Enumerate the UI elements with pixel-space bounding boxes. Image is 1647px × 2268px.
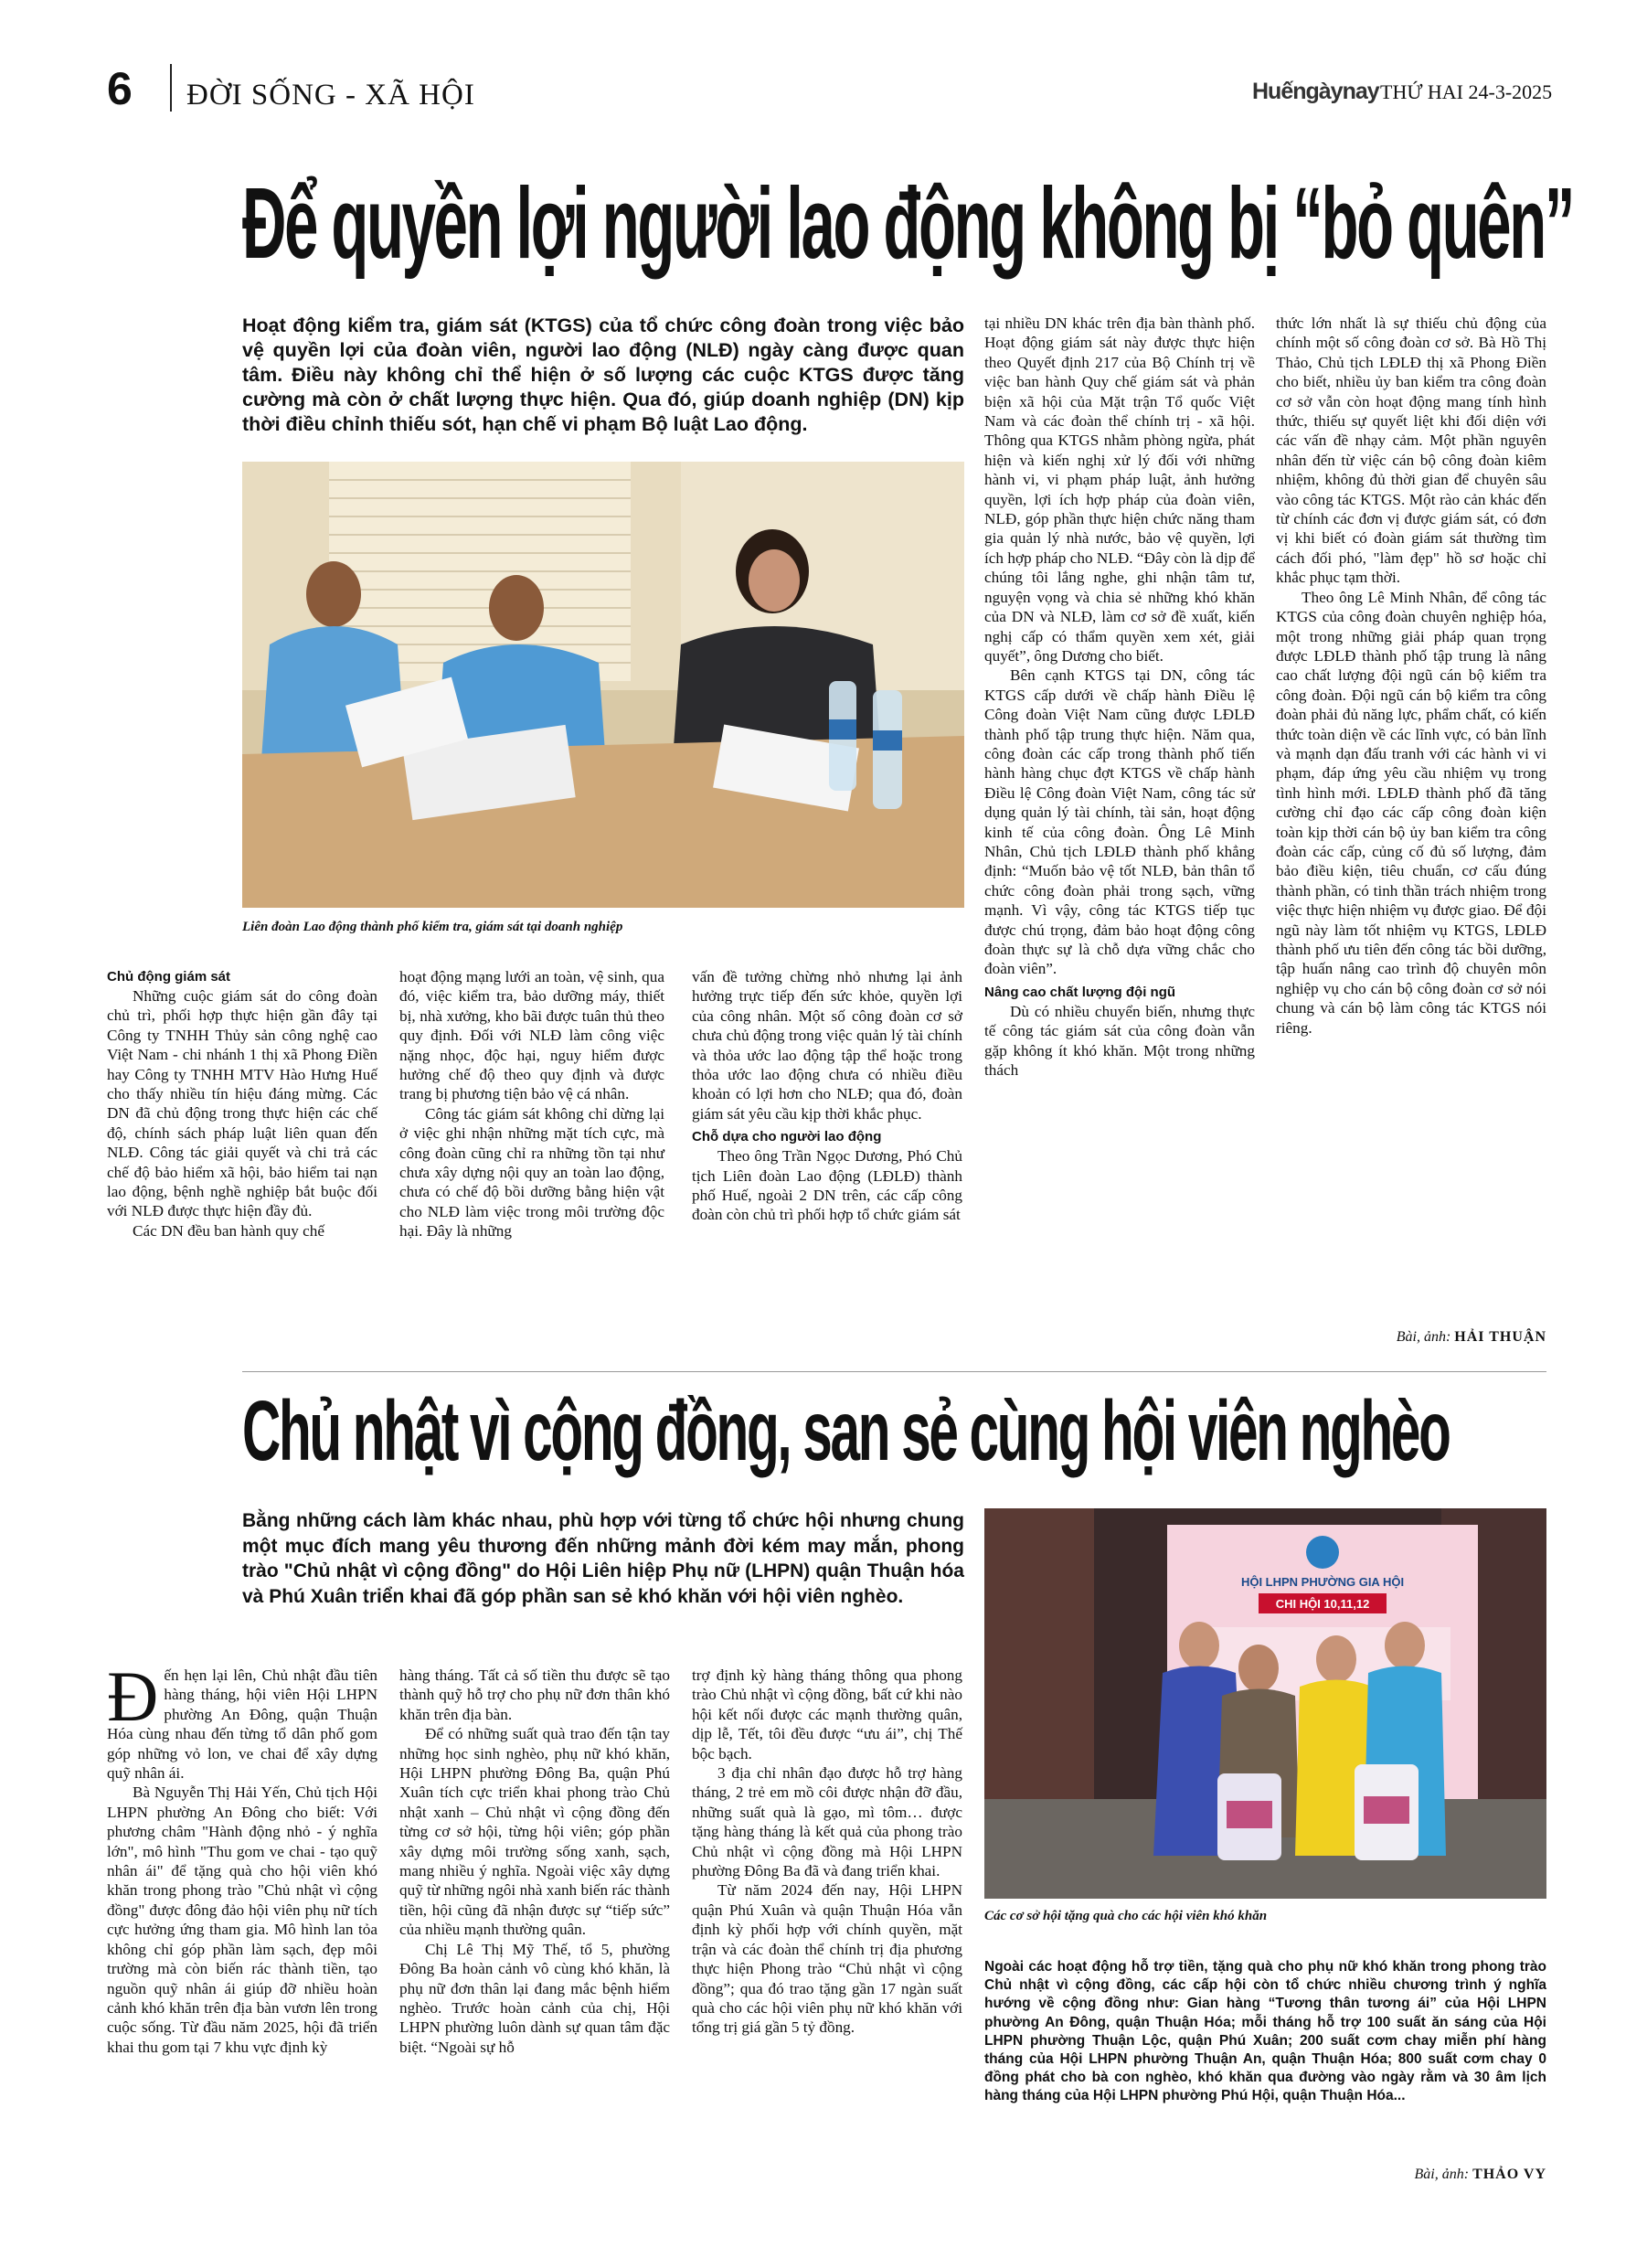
article2-photo: [984, 1508, 1546, 1899]
article1-photo-caption: Liên đoàn Lao động thành phố kiểm tra, giám sát tại doanh nghiệp: [242, 920, 623, 934]
womens-union-logo-icon: [1306, 1536, 1339, 1569]
article2-column-3: [692, 1666, 962, 2038]
lead-text: ến hẹn lại lên, Chủ nhật đầu tiên hàng tháng, hội viên Hội LHPN phường An Đông, quận Thuận Hóa cùng nhau đến từng tổ dân phố gom góp những vỏ lon, ve chai để xây dựng quỹ nhân ái.: [107, 1666, 377, 1783]
inspection-photo-illustration: [242, 462, 964, 908]
article1-paragraph: Theo ông Trần Ngọc Dương, Phó Chủ tịch Liên đoàn Lao động (LĐLĐ) thành phố Huế, ngoài 2 DN trên, các cấp công đoàn còn chủ trì phối hợp tổ chức giám sát: [692, 1147, 962, 1224]
article1-paragraph: Dù có nhiều chuyển biến, nhưng thực tế công tác giám sát của công đoàn vẫn gặp không ít khó khăn. Một trong những thách: [984, 1002, 1255, 1080]
article1-subhead-1: Chủ động giám sát: [107, 969, 230, 985]
article1-column-1: [107, 964, 377, 1240]
dropcap: Đ: [107, 1656, 159, 1736]
section-name: ĐỜI SỐNG - XÃ HỘI: [186, 79, 475, 112]
article2-paragraph: Bà Nguyễn Thị Hải Yến, Chủ tịch Hội LHPN phường An Đông cho biết: Với phương châm "Hành động nhỏ - ý nghĩa lớn", mô hình "Thu gom ve chai - tạo quỹ nhân ái" để tặng quà cho hội viên khó khăn trong phong trào "Chủ nhật vì cộng đồng" được đông đảo hội viên phụ nữ tích cực hưởng ứng tham gia. Mô hình lan tỏa không chỉ góp phần làm sạch, đẹp môi trường mà còn biến rác thành tiền, tạo nguồn quỹ nhân ái giúp đỡ nhiều hoàn cảnh khó khăn trên địa bàn vươn lên trong cuộc sống. Từ đầu năm 2025, hội đã triển khai thu gom tại 7 khu vực định kỳ: [107, 1784, 377, 2056]
banner-subtitle: CHI HỘI 10,11,12: [1275, 1597, 1370, 1611]
article2-paragraph: Chị Lê Thị Mỹ Thế, tổ 5, phường Đông Ba hoàn cảnh vô cùng khó khăn, là phụ nữ đơn thân lại đang mắc bệnh hiểm nghèo. Trước hoàn cảnh của chị, Hội LHPN phường luôn dành sự quan tâm đặc biệt. “Ngoài sự hỗ: [399, 1940, 670, 2056]
issue-date: THỨ HAI 24-3-2025: [1380, 80, 1553, 103]
article2-sidebar-box: Ngoài các hoạt động hỗ trợ tiền, tặng quà cho phụ nữ khó khăn trong phong trào Chủ nhật vì cộng đồng, các cấp hội còn tổ chức nhiều chương trình ý nghĩa hướng về cộng đồng như: Gian hàng “Tương thân tương ái” của Hội LHPN phường An Đông, quận Thuận Hóa; mỗi tháng hỗ trợ 100 suất ăn sáng của Hội LHPN phường Thuận Lộc, quận Phú Xuân; 200 suất cơm chay miễn phí hàng tháng của Hội LHPN phường Thuận An, quận Thuận Hóa; 800 suất cơm chay 0 đồng phát cho bà con nghèo, khó khăn qua đường vào ngày rằm và 30 âm lịch hàng tháng của Hội LHPN phường Phú Hội, quận Thuận Hóa...: [984, 1959, 1546, 2104]
article1-paragraph: Những cuộc giám sát do công đoàn chủ trì, phối hợp thực hiện gần đây tại Công ty TNHH Thủy sản công nghệ cao Việt Nam - chi nhánh 1 thị xã Phong Điền hay Công ty TNHH MTV Hào Hưng Huế cho thấy nhiều tín hiệu đáng mừng. Các DN đã chủ động trong thực hiện các chế độ, chính sách pháp luật liên quan đến NLĐ. Công tác giải quyết và chi trả các chế độ bảo hiểm xã hội, bảo hiểm tai nạn lao động, bệnh nghề nghiệp bắt buộc đối với NLĐ được thực hiện đầy đủ.: [107, 987, 377, 1220]
article2-byline: [1280, 2167, 1546, 2183]
article2-column-1: [107, 1656, 377, 2057]
article1-paragraph: hoạt động mạng lưới an toàn, vệ sinh, qua đó, việc kiểm tra, bảo dưỡng máy, thiết bị, nhà xưởng, kho bãi được tuân thủ theo quy định. Đối với NLĐ làm công việc nặng nhọc, độc hại, nguy hiểm được hưởng chế độ theo quy định và được trang bị phương tiện bảo vệ cá nhân.: [399, 968, 664, 1103]
byline-prefix: Bài, ảnh:: [1414, 2167, 1473, 2182]
article1-column-4: [984, 314, 1255, 1080]
byline-prefix: Bài, ảnh:: [1396, 1329, 1455, 1345]
article1-column-3: [692, 967, 962, 1225]
article1-column-2: [399, 967, 664, 1241]
article2-title: Chủ nhật vì cộng đồng, san sẻ cùng hội viên nghèo: [242, 1383, 1450, 1479]
article1-byline: [1280, 1329, 1546, 1346]
banner-title: HỘI LHPN PHƯỜNG GIA HỘI: [1240, 1575, 1405, 1589]
article2-photo-caption: Các cơ sở hội tặng quà cho các hội viên khó khăn: [984, 1909, 1268, 1923]
article1-title: Để quyền lợi người lao động không bị “bỏ quên”: [242, 167, 1574, 281]
article1-column-5: [1276, 314, 1546, 1038]
newspaper-brand: Huếngàynay: [1252, 79, 1379, 104]
article2-paragraph: Để có những suất quà trao đến tận tay những học sinh nghèo, phụ nữ khó khăn, Hội LHPN phường Đông Ba, quận Phú Xuân tích cực triển khai phong trào Chủ nhật xanh – Chủ nhật vì cộng đồng đến từng cơ sở hội, từng hội viên; góp phần xây dựng môi trường sống xanh, sạch, mang nhiều ý nghĩa. Ngoài việc xây dựng quỹ từ những ngôi nhà xanh biến rác thành tiền, hội cũng đã nhận được sự “tiếp sức” của nhiều mạnh thường quân.: [399, 1725, 670, 1939]
article2-paragraph: hàng tháng. Tất cả số tiền thu được sẽ tạo thành quỹ hỗ trợ cho phụ nữ đơn thân khó khăn trên địa bàn.: [399, 1666, 670, 1723]
article2-column-2: [399, 1666, 670, 2057]
article1-subhead-2: Chỗ dựa cho người lao động: [692, 1129, 882, 1145]
article-separator: [242, 1371, 1546, 1372]
gift-giving-photo-illustration: [984, 1508, 1546, 1899]
page-number: 6: [107, 63, 133, 114]
article1-sapo: Hoạt động kiểm tra, giám sát (KTGS) của tổ chức công đoàn trong việc bảo vệ quyền lợi của đoàn viên, người lao động (NLĐ) ngày càng được quan tâm. Điều này không chỉ thể hiện ở số lượng các cuộc KTGS được tăng cường mà còn ở chất lượng thực hiện. Qua đó, giúp doanh nghiệp (DN) kịp thời điều chỉnh thiếu sót, hạn chế vi phạm Bộ luật Lao động.: [242, 314, 964, 435]
article1-paragraph: Các DN đều ban hành quy chế: [133, 1221, 325, 1240]
article1-photo: [242, 462, 964, 908]
article1-paragraph: tại nhiều DN khác trên địa bàn thành phố. Hoạt động giám sát này được thực hiện theo Quyết định 217 của Bộ Chính trị về việc ban hành Quy chế giám sát và phản biện xã hội của Mặt trận Tổ quốc Việt Nam và các đoàn thể chính trị - xã hội. Thông qua KTGS nhằm phòng ngừa, phát hiện và kiến nghị xử lý đối với những hành vi, vi phạm pháp luật, ảnh hưởng quyền, lợi ích hợp pháp của đoàn viên, NLĐ, góp phần thực hiện chức năng tham gia quản lý nhà nước, bảo vệ quyền, lợi ích hợp pháp cho NLĐ. “Đây còn là dịp để chúng tôi lắng nghe, ghi nhận tâm tư, nguyện vọng và chia sẻ những khó khăn của DN và NLĐ, làm cơ sở đề xuất, kiến nghị cấp có thẩm quyền xem xét, giải quyết”, ông Dương cho biết.: [984, 314, 1255, 665]
article2-paragraph: trợ định kỳ hàng tháng thông qua phong trào Chủ nhật vì cộng đồng, bất cứ khi nào hội kết nối được các mạnh thường quân, dịp lễ, Tết, tôi đều được “ưu ái”, chị Thế bộc bạch.: [692, 1666, 962, 1762]
article1-paragraph: vấn đề tưởng chừng nhỏ nhưng lại ảnh hưởng trực tiếp đến sức khỏe, quyền lợi của công nhân. Một số công đoàn cơ sở chưa chủ động trong việc quản lý tài chính và thỏa ước lao động tập thể hoặc trong thỏa ước lao động chưa có nhiều điều khoản có lợi hơn cho NLĐ; qua đó, đoàn giám sát yêu cầu kịp thời khắc phục.: [692, 968, 962, 1123]
article2-sapo: Bằng những cách làm khác nhau, phù hợp với từng tổ chức hội nhưng chung một mục đích mang yêu thương đến những mảnh đời kém may mắn, phong trào "Chủ nhật vì cộng đồng" do Hội Liên hiệp Phụ nữ (LHPN) quận Thuận hóa và Phú Xuân triển khai đã góp phần san sẻ khó khăn với hội viên nghèo.: [242, 1510, 964, 1607]
header-divider: [170, 64, 172, 112]
article2-paragraph: 3 địa chỉ nhân đạo được hỗ trợ hàng tháng, 2 trẻ em mồ côi được nhận đỡ đầu, những suất quà là gạo, mì tôm… được tặng hàng tháng là kết quả của phong trào Chủ nhật vì cộng đồng mà Hội LHPN phường Đông Ba đã và đang triển khai.: [692, 1764, 962, 1880]
article1-paragraph: thức lớn nhất là sự thiếu chủ động của chính một số công đoàn cơ sở. Bà Hồ Thị Thảo, Chủ tịch LĐLĐ thị xã Phong Điền cho biết, nhiều ủy ban kiểm tra công đoàn cơ sở vẫn còn hoạt động mang tính hình thức, thiếu sự quyết liệt khi đối diện với các vấn đề nhạy cảm. Một phần nguyên nhân đến từ việc cán bộ công đoàn kiêm nhiệm, không đủ thời gian để chuyên sâu vào công tác KTGS. Một rào cản khác đến từ chính các đơn vị được giám sát, có đơn vị khi biết có đoàn giám sát thường tìm cách đối phó, "làm đẹp" hồ sơ hoặc chỉ khắc phục tạm thời.: [1276, 314, 1546, 587]
article2-paragraph: Từ năm 2024 đến nay, Hội LHPN quận Phú Xuân và quận Thuận Hóa vẫn định kỳ phối hợp với chính quyền, mặt trận và các đoàn thể chính trị địa phương thực hiện Phong trào “Chủ nhật vì cộng đồng”; qua đó trao tặng gần 17 ngàn suất quà cho các hội viên phụ nữ khó khăn với tổng trị giá gần 5 tỷ đồng.: [692, 1881, 962, 2037]
byline-author: THẢO VY: [1472, 2167, 1546, 2182]
byline-author: HẢI THUẬN: [1454, 1329, 1546, 1345]
article1-subhead-3: Nâng cao chất lượng đội ngũ: [984, 984, 1176, 1000]
article1-paragraph: Bên cạnh KTGS tại DN, công tác KTGS cấp dưới về chấp hành Điều lệ Công đoàn Việt Nam cũng được LĐLĐ thành phố tập trung thực hiện. Năm qua, công đoàn các cấp trong thành phố tiến hành hàng chục đợt KTGS về chấp hành Điều lệ Công đoàn Việt Nam, công tác sử dụng quản lý tài chính, tài sản, hoạt động kinh tế của công đoàn. Ông Lê Minh Nhân, Chủ tịch LĐLĐ thành phố khẳng định: “Muốn bảo vệ tốt NLĐ, bản thân tổ chức công đoàn phải trong sạch, vững mạnh. Vì vậy, công tác KTGS tiếp tục được chú trọng, đảm bảo hoạt động công đoàn thực sự là chỗ dựa vững chắc cho đoàn viên”.: [984, 666, 1255, 978]
article2-lead-paragraph: [107, 1656, 377, 1783]
article1-paragraph: Công tác giám sát không chỉ dừng lại ở việc ghi nhận những mặt tích cực, mà công đoàn cũng chỉ ra những tồn tại như chưa xây dựng nội quy an toàn lao động, chưa có chế độ bồi dưỡng bằng hiện vật cho NLĐ làm việc trong môi trường độc hại. Đây là những: [399, 1104, 664, 1240]
article1-paragraph: Theo ông Lê Minh Nhân, để công tác KTGS của công đoàn chuyên nghiệp hóa, một trong những giải pháp quan trọng được LĐLĐ thành phố tập trung là nâng cao chất lượng đội ngũ cán bộ kiểm tra công đoàn. Đội ngũ cán bộ kiểm tra công đoàn phải đủ năng lực, phẩm chất, có kiến thức toàn diện về các lĩnh vực, có bản lĩnh và mạnh dạn đấu tranh với các hành vi vi phạm, đáp ứng yêu cầu nhiệm vụ trong tình hình mới. LĐLĐ thành phố đã tăng cường chỉ đạo các cấp công đoàn kiện toàn kịp thời cán bộ ủy ban kiểm tra công đoàn các cấp, củng cố đủ số lượng, đảm bảo điều kiện, tiêu chuẩn, cơ cấu đúng thành phần, có tinh thần trách nhiệm trong việc thực hiện nhiệm vụ được giao. Để đội ngũ này làm tốt nhiệm vụ KTGS, LĐLĐ thành phố ưu tiên đến công tác bồi dưỡng, tập huấn nâng cao trình độ chuyên môn nghiệp vụ cho cán bộ công đoàn cơ sở nói chung và cán bộ làm công tác KTGS nói riêng.: [1276, 588, 1546, 1037]
